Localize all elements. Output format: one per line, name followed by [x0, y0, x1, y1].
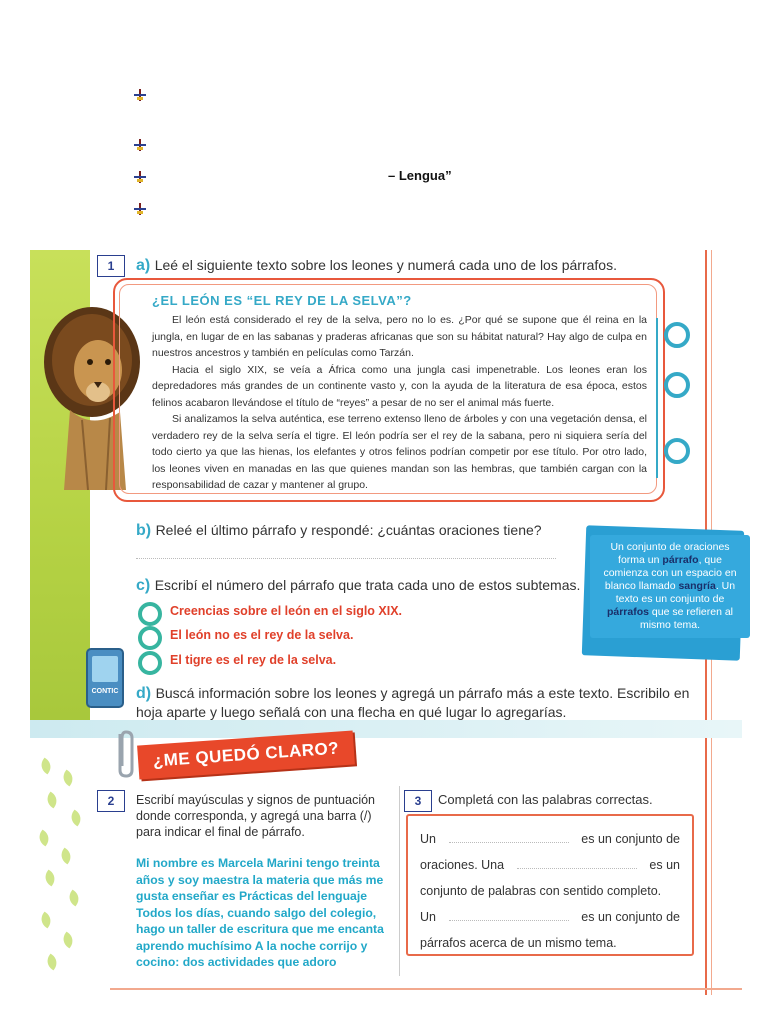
question-c-letter: c) [136, 577, 151, 594]
paperclip-icon [110, 726, 142, 780]
subtopic-2-ring[interactable] [138, 626, 162, 650]
subtopic-3-ring[interactable] [138, 651, 162, 675]
info-box [590, 535, 750, 638]
info-term-parrafo: párrafo [662, 554, 699, 566]
fill-line-2-start: oraciones. Una [420, 858, 505, 872]
info-text-3: . Un texto es un conjunto de [615, 580, 736, 605]
fill-line-1-end: es un conjunto de [581, 832, 680, 846]
question-c [136, 577, 580, 595]
question-d [136, 684, 691, 722]
reading-paragraph-3: Si analizamos la selva auténtica, ese terreno extenso lleno de árboles y con una vegetación densa, el verdadero rey de la selva sería el tigre. El león podría ser el rey de la sabana, pero ni siquiera sería del todo cierto ya que las hienas, los elefantes y otros felinos podrían competir por ese título. Por otro lado, los leones viven en manadas en las que quienes mandan son las hembras, que también cargan con la responsabilidad de cazar y mantener al grupo. [152, 413, 647, 491]
blank-2[interactable] [517, 868, 637, 869]
fill-line-2-end: es un [649, 858, 680, 872]
header-lengua-text: – Lengua” [388, 168, 452, 183]
fill-line-3: conjunto de palabras con sentido completo. [420, 884, 662, 898]
activity-number-3: 3 [404, 790, 432, 812]
activity-2-instruction: Escribí mayúsculas y signos de puntuación donde corresponda, y agregá una barra (/) para indicar el final de párrafo. [136, 793, 376, 839]
question-a-letter: a) [136, 257, 151, 274]
activity-3-instruction: Completá con las palabras correctas. [438, 792, 653, 807]
subtopic-2-text: El león no es el rey de la selva. [170, 628, 354, 642]
bullet-icon [134, 203, 146, 215]
fill-line-4 [420, 904, 680, 930]
subtopic-1-ring[interactable] [138, 602, 162, 626]
question-b-text: Releé el último párrafo y respondé: ¿cuántas oraciones tiene? [155, 522, 542, 538]
question-d-letter: d) [136, 685, 152, 702]
fill-line-4-start: Un [420, 910, 436, 924]
reading-paragraph-1: El león está considerado el rey de la selva, pero no lo es. ¿Por qué se supone que él reina en la jungla, en lugar de en las sabanas y praderas africanas que son su hábitat natural? Hay algo de culpa en nuestros ancestros y también en películas como Tarzán. [152, 314, 647, 359]
answer-line-b[interactable] [136, 558, 556, 559]
fill-line-5: párrafos acerca de un mismo tema. [420, 936, 617, 950]
banner-label: ¿ME QUEDÓ CLARO? [152, 738, 340, 771]
activity-2-text[interactable]: Mi nombre es Marcela Marini tengo treinta años y soy maestra la materia que más me gusta enseñar es Prácticas del lenguaje Todos los días, cuando salgo del colegio, hago un taller de escritura que me encanta aprendo muchísimo A la noche corrijo y cocino: dos actividades que adoro [136, 856, 384, 969]
fill-in-text [420, 826, 680, 956]
contic-tablet-icon [86, 648, 124, 708]
info-term-parrafos: párrafos [606, 606, 649, 618]
info-term-sangria: sangría [678, 580, 716, 592]
activity-number-1: 1 [97, 255, 125, 277]
info-text-4: que se refieren al mismo tema. [639, 606, 734, 631]
bullet-icon [134, 89, 146, 101]
question-b-letter: b) [136, 522, 152, 539]
blank-1[interactable] [449, 842, 569, 843]
info-text-1: Un conjunto de oraciones forma un [610, 541, 730, 566]
reading-paragraph-2: Hacia el siglo XIX, se veía a África como una jungla casi impenetrable. Los leones eran los depredadores más grandes de un continente vasto y, con la ayuda de la literatura de esa época, estos felinos acabaron llevándose el título de “reyes” a pesar de no ser el animal más fuerte. [152, 363, 647, 409]
paragraph-1-number-ring[interactable] [664, 322, 690, 348]
fill-line-2 [420, 852, 680, 878]
reading-title: ¿EL LEÓN ES “EL REY DE LA SELVA”? [152, 293, 412, 308]
reading-text [152, 312, 647, 494]
fill-line-4-end: es un conjunto de [581, 910, 680, 924]
question-a-text: Leé el siguiente texto sobre los leones y numerá cada uno de los párrafos. [154, 257, 617, 273]
info-text-2: , que comienza con un espacio en blanco llamado [603, 554, 737, 592]
question-d-text: Buscá información sobre los leones y agregá un párrafo más a este texto. Escribilo en hoja aparte y luego señalá con una flecha en qué lugar lo agregarías. [136, 685, 690, 720]
subtopic-3-text: El tigre es el rey de la selva. [170, 653, 337, 667]
question-c-text: Escribí el número del párrafo que trata cada uno de estos subtemas. [154, 577, 581, 593]
fill-line-1 [420, 826, 680, 852]
subtopic-1-text: Creencias sobre el león en el siglo XIX. [170, 604, 403, 618]
fill-line-1-start: Un [420, 832, 436, 846]
contic-label: CONTIC [91, 688, 119, 695]
paragraph-bracket-line [656, 318, 658, 478]
blank-3[interactable] [449, 920, 569, 921]
bullet-icon [134, 171, 146, 183]
question-a [136, 257, 617, 275]
activity-divider [399, 786, 400, 976]
paragraph-3-number-ring[interactable] [664, 438, 690, 464]
bullet-icon [134, 139, 146, 151]
activity-number-2: 2 [97, 790, 125, 812]
bottom-border-line [110, 988, 742, 990]
paragraph-2-number-ring[interactable] [664, 372, 690, 398]
question-b [136, 522, 542, 540]
